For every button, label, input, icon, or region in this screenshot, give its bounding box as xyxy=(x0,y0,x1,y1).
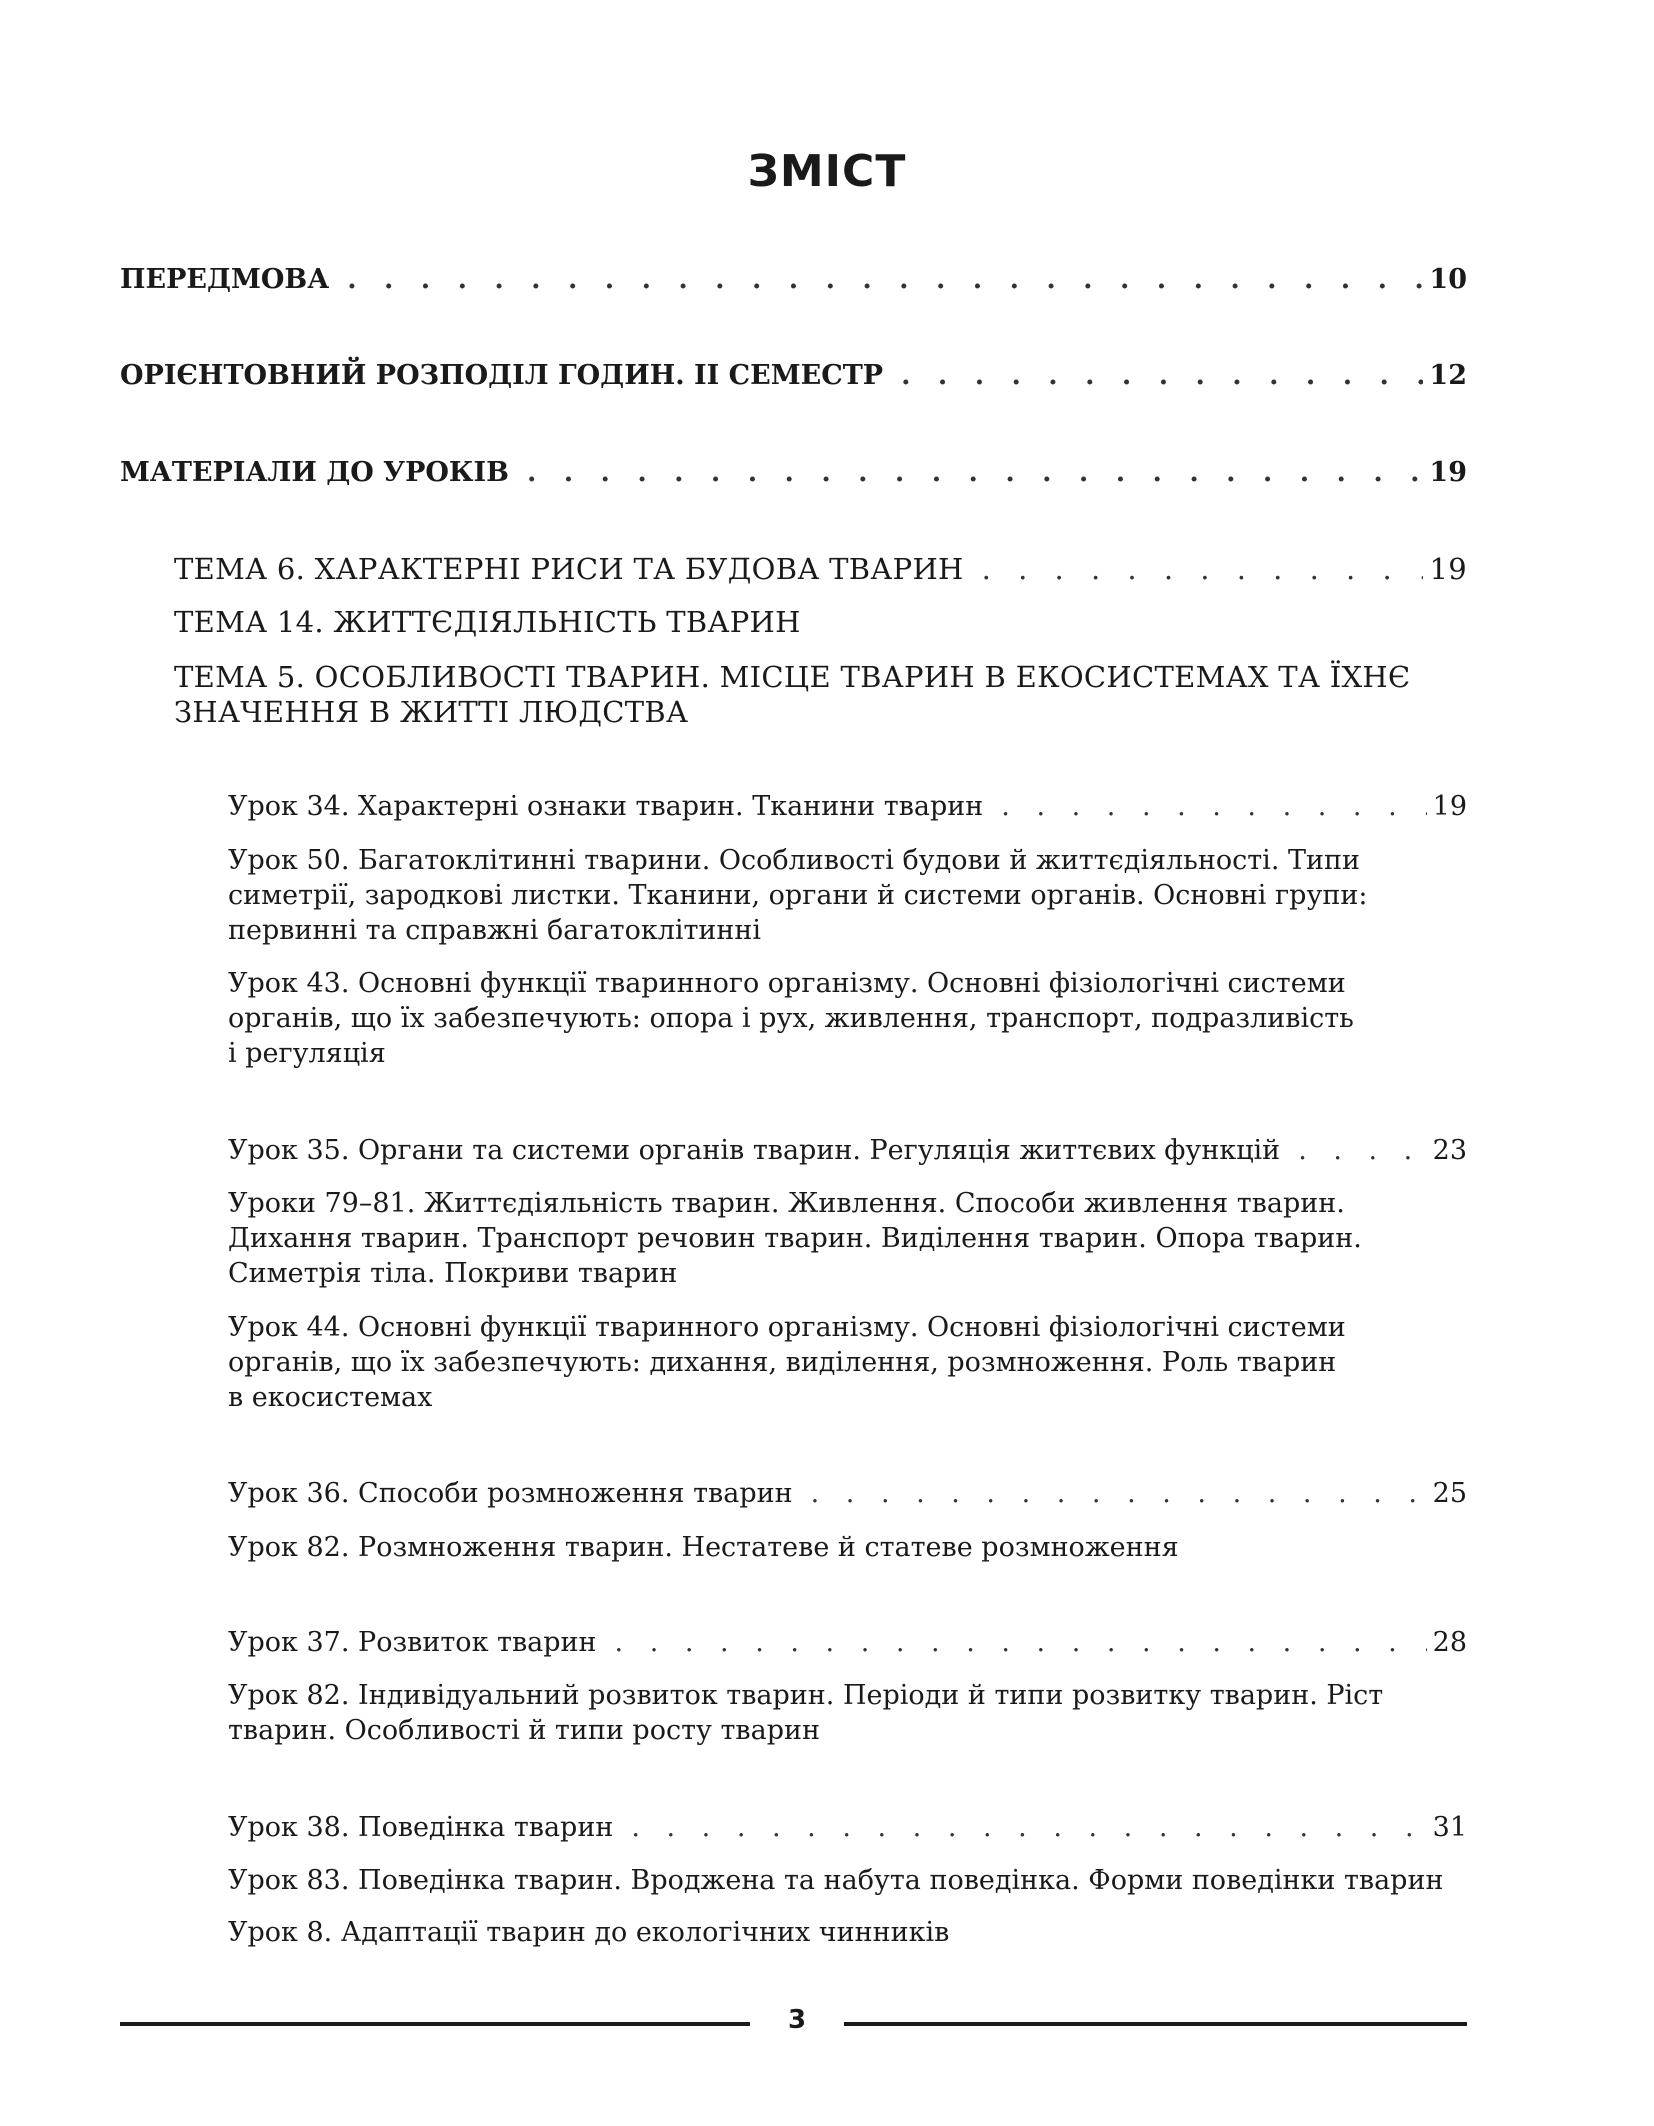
toc-entry-topic-6[interactable] xyxy=(174,552,1467,587)
toc-entry-hours[interactable] xyxy=(120,358,1467,393)
toc-entry-lesson-82-development[interactable]: Урок 82. Індивідуальний розвиток тварин. Періоди й типи розвитку тварин. Ріст тварин. Особливості й типи росту тварин xyxy=(228,1680,1384,1746)
dot-leader xyxy=(347,262,1423,297)
toc-page-number: 23 xyxy=(1432,1135,1467,1166)
toc-page-number: 28 xyxy=(1432,1627,1467,1658)
page-title: ЗМІСТ xyxy=(747,146,907,197)
toc-entry-lesson-44[interactable]: Урок 44. Основні функції тваринного організму. Основні фізіологічні системи органів, що їх забезпечують: дихання, виділення, розмноження. Роль тварин в екосистемах xyxy=(228,1312,1346,1413)
toc-entry-label: ТЕМА 6. ХАРАКТЕРНІ РИСИ ТА БУДОВА ТВАРИН xyxy=(174,552,964,586)
dot-leader xyxy=(1001,789,1426,824)
toc-entry-lesson-38[interactable] xyxy=(228,1810,1467,1845)
toc-page-number: 31 xyxy=(1432,1812,1467,1843)
toc-entry-lesson-83[interactable]: Урок 83. Поведінка тварин. Вроджена та набута поведінка. Форми поведінки тварин xyxy=(228,1865,1444,1896)
toc-page-number: 10 xyxy=(1429,264,1467,295)
dot-leader xyxy=(811,1476,1427,1511)
dot-leader xyxy=(1298,1133,1426,1168)
toc-entry-lesson-34[interactable] xyxy=(228,789,1467,824)
toc-entry-preface[interactable] xyxy=(120,262,1467,297)
toc-entry-label: Урок 34. Характерні ознаки тварин. Тканини тварин xyxy=(228,791,984,822)
toc-entry-topic-5[interactable]: ТЕМА 5. ОСОБЛИВОСТІ ТВАРИН. МІСЦЕ ТВАРИН В ЕКОСИСТЕМАХ ТА ЇХНЄ ЗНАЧЕННЯ В ЖИТТІ ЛЮДСТВА xyxy=(174,660,1411,729)
toc-entry-lesson-50[interactable]: Урок 50. Багатоклітинні тварини. Особливості будови й життєдіяльності. Типи симетрії, зародкові листки. Тканини, органи й системи органів. Основні групи: первинні та справжні багатоклітинні xyxy=(228,845,1368,946)
toc-page-number: 25 xyxy=(1432,1478,1467,1509)
footer-rule-left xyxy=(120,2022,750,2026)
toc-entry-lesson-82-reproduction[interactable]: Урок 82. Розмноження тварин. Нестатеве й статеве розмноження xyxy=(228,1532,1179,1563)
dot-leader xyxy=(615,1625,1427,1660)
toc-entry-lesson-35[interactable] xyxy=(228,1133,1467,1168)
toc-entry-label: Урок 35. Органи та системи органів тварин. Регуляція життєвих функцій xyxy=(228,1135,1281,1166)
toc-entry-lesson-8[interactable]: Урок 8. Адаптації тварин до екологічних чинників xyxy=(228,1917,950,1948)
toc-page-number: 19 xyxy=(1429,457,1467,488)
toc-entry-label: Урок 36. Способи розмноження тварин xyxy=(228,1478,793,1509)
toc-entry-label: ПЕРЕДМОВА xyxy=(120,264,330,295)
dot-leader xyxy=(527,455,1423,490)
dot-leader xyxy=(901,358,1423,393)
page-number: 3 xyxy=(787,2005,807,2035)
toc-page-number: 12 xyxy=(1429,360,1467,391)
toc-page-number: 19 xyxy=(1432,791,1467,822)
toc-entry-label: Урок 38. Поведінка тварин xyxy=(228,1812,614,1843)
dot-leader xyxy=(982,552,1424,587)
footer-rule-right xyxy=(844,2022,1467,2026)
toc-entry-label: МАТЕРІАЛИ ДО УРОКІВ xyxy=(120,457,509,488)
toc-entry-lesson-37[interactable] xyxy=(228,1625,1467,1660)
toc-entry-lesson-43[interactable]: Урок 43. Основні функції тваринного організму. Основні фізіологічні системи органів, що їх забезпечують: опора і рух, живлення, транспорт, подразливість і регуляція xyxy=(228,968,1354,1069)
toc-entry-materials[interactable] xyxy=(120,455,1467,490)
toc-entry-lessons-79-81[interactable]: Уроки 79–81. Життєдіяльність тварин. Живлення. Способи живлення тварин. Дихання тварин. Транспорт речовин тварин. Виділення тварин. Опора тварин. Симетрія тіла. Покриви тварин xyxy=(228,1188,1362,1289)
toc-entry-lesson-36[interactable] xyxy=(228,1476,1467,1511)
toc-page-number: 19 xyxy=(1429,552,1467,586)
toc-entry-label: Урок 37. Розвиток тварин xyxy=(228,1627,597,1658)
toc-entry-topic-14[interactable]: ТЕМА 14. ЖИТТЄДІЯЛЬНІСТЬ ТВАРИН xyxy=(174,605,801,639)
toc-entry-label: ОРІЄНТОВНИЙ РОЗПОДІЛ ГОДИН. ІІ СЕМЕСТР xyxy=(120,360,884,391)
dot-leader xyxy=(631,1810,1426,1845)
